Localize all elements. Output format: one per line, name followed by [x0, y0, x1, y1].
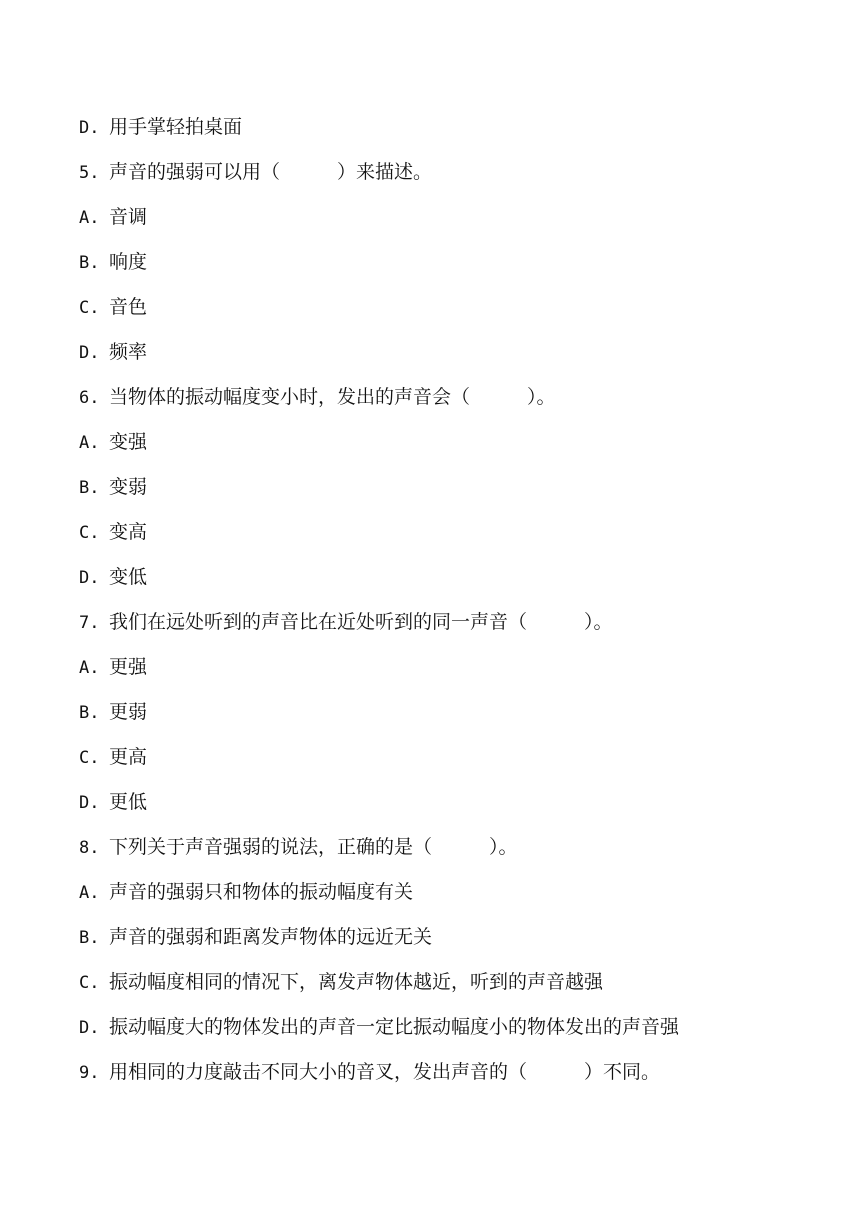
- line-label: D.: [79, 343, 100, 363]
- line-text: 音色: [109, 296, 148, 318]
- question-9: [79, 1057, 819, 1102]
- question-6: [79, 382, 819, 427]
- line-text: 更弱: [109, 701, 148, 723]
- line-label: C.: [79, 523, 100, 543]
- question-number: 5.: [79, 163, 100, 183]
- question-number: 6.: [79, 388, 100, 408]
- line-label: B.: [79, 928, 100, 948]
- line-label: C.: [79, 298, 100, 318]
- question-text: 当物体的振动幅度变小时，发出的声音会（ ）。: [109, 386, 556, 408]
- line-text: 变强: [109, 431, 148, 453]
- line-text: 声音的强弱只和物体的振动幅度有关: [109, 881, 414, 903]
- option-d-line: [79, 112, 819, 157]
- option-a-line: [79, 202, 819, 247]
- question-text: 用相同的力度敲击不同大小的音叉，发出声音的（ ）不同。: [109, 1061, 661, 1083]
- option-d-line: [79, 1012, 819, 1057]
- line-label: D.: [79, 118, 100, 138]
- line-text: 变低: [109, 566, 148, 588]
- option-a-line: [79, 652, 819, 697]
- option-c-line: [79, 967, 819, 1012]
- line-text: 更高: [109, 746, 148, 768]
- line-label: D.: [79, 568, 100, 588]
- question-number: 9.: [79, 1063, 100, 1083]
- line-text: 声音的强弱和距离发声物体的远近无关: [109, 926, 433, 948]
- line-label: B.: [79, 478, 100, 498]
- question-8: [79, 832, 819, 877]
- line-text: 振动幅度相同的情况下，离发声物体越近，听到的声音越强: [109, 971, 604, 993]
- question-text: 下列关于声音强弱的说法，正确的是（ ）。: [109, 836, 518, 858]
- question-5: [79, 157, 819, 202]
- option-a-line: [79, 427, 819, 472]
- line-text: 响度: [109, 251, 148, 273]
- line-label: B.: [79, 703, 100, 723]
- line-label: A.: [79, 208, 100, 228]
- option-c-line: [79, 517, 819, 562]
- option-d-line: [79, 562, 819, 607]
- line-text: 振动幅度大的物体发出的声音一定比振动幅度小的物体发出的声音强: [109, 1016, 680, 1038]
- line-label: C.: [79, 973, 100, 993]
- option-c-line: [79, 292, 819, 337]
- option-b-line: [79, 247, 819, 292]
- line-label: A.: [79, 658, 100, 678]
- line-text: 用手掌轻拍桌面: [109, 116, 243, 138]
- question-text: 声音的强弱可以用（ ）来描述。: [109, 161, 433, 183]
- line-text: 变弱: [109, 476, 148, 498]
- option-b-line: [79, 922, 819, 967]
- line-text: 更低: [109, 791, 148, 813]
- question-number: 8.: [79, 838, 100, 858]
- line-label: C.: [79, 748, 100, 768]
- question-7: [79, 607, 819, 652]
- line-label: D.: [79, 1018, 100, 1038]
- line-text: 频率: [109, 341, 148, 363]
- option-b-line: [79, 472, 819, 517]
- question-list: [79, 112, 819, 1102]
- line-text: 音调: [109, 206, 148, 228]
- question-number: 7.: [79, 613, 100, 633]
- option-a-line: [79, 877, 819, 922]
- line-text: 更强: [109, 656, 148, 678]
- line-label: D.: [79, 793, 100, 813]
- line-label: A.: [79, 883, 100, 903]
- line-label: B.: [79, 253, 100, 273]
- option-b-line: [79, 697, 819, 742]
- option-d-line: [79, 337, 819, 382]
- question-text: 我们在远处听到的声音比在近处听到的同一声音（ ）。: [109, 611, 613, 633]
- option-d-line: [79, 787, 819, 832]
- line-label: A.: [79, 433, 100, 453]
- line-text: 变高: [109, 521, 148, 543]
- option-c-line: [79, 742, 819, 787]
